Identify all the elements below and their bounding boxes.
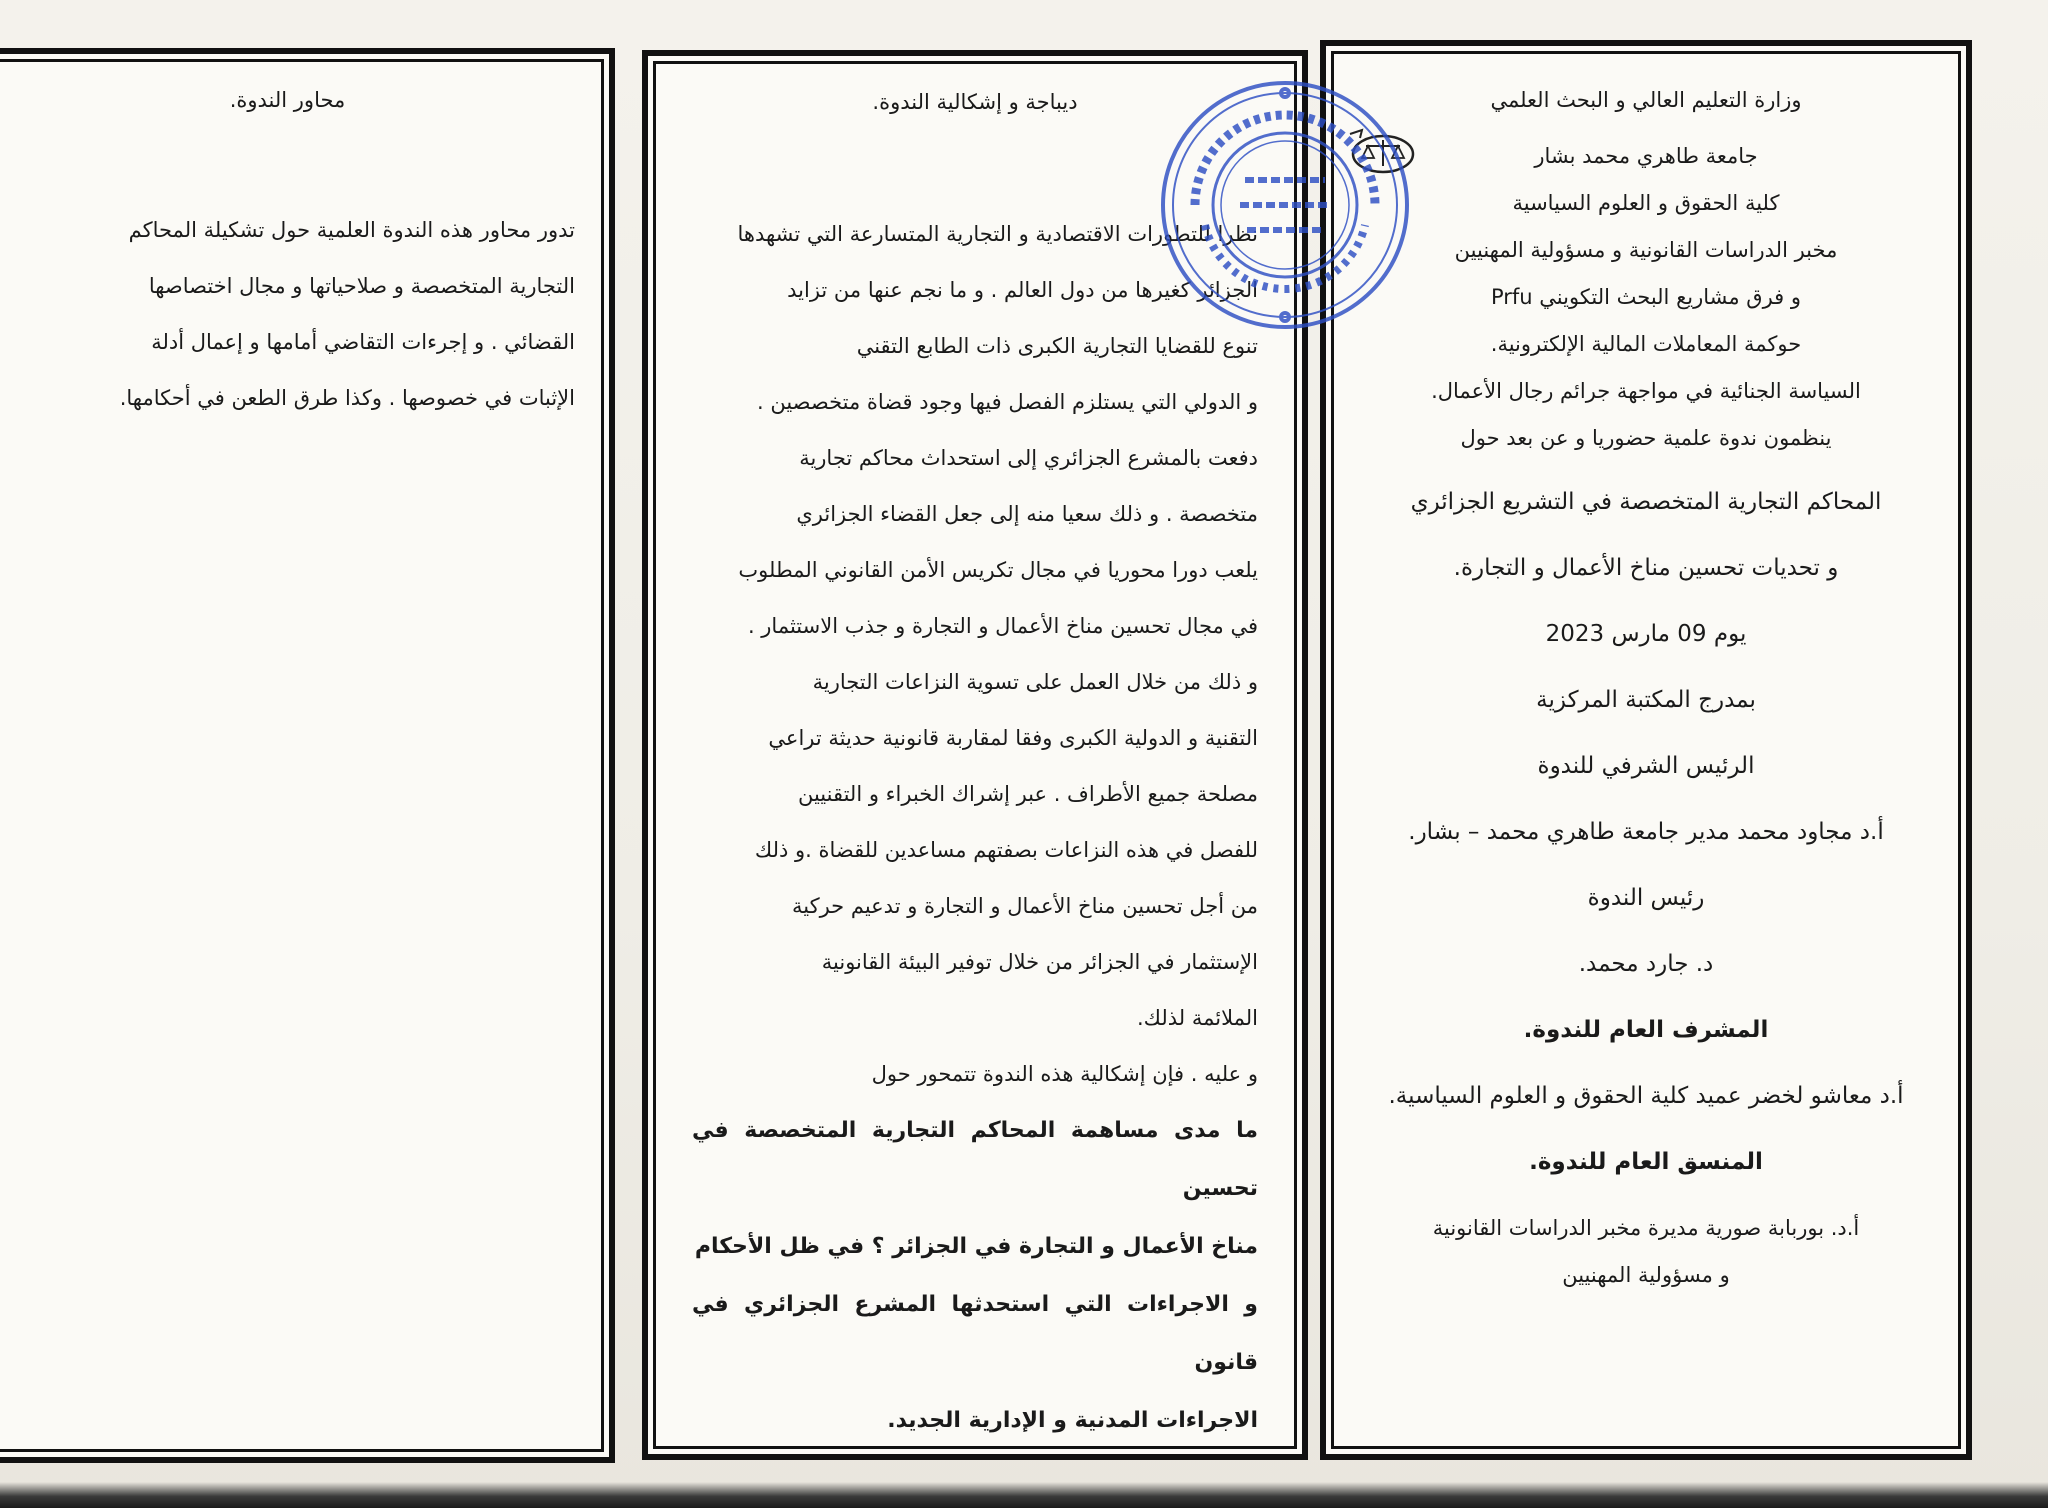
research-teams: و فرق مشاريع البحث التكويني Prfu (1490, 285, 1802, 309)
faculty-name: كلية الحقوق و العلوم السياسية (1512, 191, 1780, 215)
axes-panel (0, 48, 615, 1463)
preamble-line: و ذلك من خلال العمل على تسوية النزاعات التجارية (812, 670, 1258, 694)
preamble-line: من أجل تحسين مناخ الأعمال و التجارة و تدعيم حركية (792, 894, 1258, 918)
preamble-text (692, 206, 1258, 1450)
problem-line: مناخ الأعمال و التجارة في الجزائر ؟ في ظل الأحكام (694, 1234, 1258, 1259)
honorary-name: أ.د مجاود محمد مدير جامعة طاهري محمد – بشار. (1408, 819, 1884, 845)
axes-line: الإثبات في خصوصها . وكذا طرق الطعن في أحكامها. (119, 386, 575, 410)
preamble-heading: ديباجة و إشكالية الندوة. (872, 90, 1078, 114)
preamble-line: و الدولي التي يستلزم الفصل فيها وجود قضاة متخصصين . (756, 390, 1258, 414)
axes-line: التجارية المتخصصة و صلاحياتها و مجال اختصاصها (148, 274, 575, 298)
problem-line: ما مدى مساهمة المحاكم التجارية المتخصصة في تحسين (692, 1118, 1258, 1201)
page-edge-shadow (0, 1482, 2048, 1508)
chair-label: رئيس الندوة (1587, 885, 1705, 911)
event-date: يوم 09 مارس 2023 (1545, 621, 1747, 647)
problem-intro: و عليه . فإن إشكالية هذه الندوة تتمحور حول (871, 1062, 1258, 1086)
chair-name: د. جارد محمد. (1578, 951, 1714, 977)
supervisor-name: أ.د معاشو لخضر عميد كلية الحقوق و العلوم السياسية. (1388, 1083, 1904, 1109)
preamble-line: للفصل في هذه النزاعات بصفتهم مساعدين للقضاة .و ذلك (754, 838, 1258, 862)
cover-panel (1320, 40, 1972, 1460)
ministry-name: وزارة التعليم العالي و البحث العلمي (1490, 88, 1802, 112)
preamble-line: الملائمة لذلك. (1136, 1006, 1258, 1030)
axes-line: تدور محاور هذه الندوة العلمية حول تشكيلة المحاكم (128, 218, 575, 242)
preamble-line: التقنية و الدولية الكبرى وفقا لمقاربة قانونية حديثة تراعي (768, 726, 1258, 750)
preamble-line: الإستثمار في الجزائر من خلال توفير البيئة القانونية (821, 950, 1258, 974)
organize-line: ينظمون ندوة علمية حضوريا و عن بعد حول (1460, 426, 1832, 450)
axes-heading: محاور الندوة. (229, 88, 346, 112)
preamble-line: دفعت بالمشرع الجزائري إلى استحداث محاكم تجارية (799, 446, 1258, 470)
coordinator-name-2: و مسؤولية المهنيين (1562, 1263, 1730, 1287)
preamble-line: مصلحة جميع الأطراف . عبر إشراك الخبراء و التقنيين (797, 782, 1258, 806)
topic-line-1: المحاكم التجارية المتخصصة في التشريع الجزائري (1410, 489, 1882, 515)
preamble-line: تنوع للقضايا التجارية الكبرى ذات الطابع التقني (856, 334, 1258, 358)
axes-text (0, 202, 575, 426)
preamble-line: الجزائر كغيرها من دول العالم . و ما نجم عنها من تزايد (787, 278, 1258, 302)
lab-name: مخبر الدراسات القانونية و مسؤولية المهنيين (1454, 238, 1838, 262)
problem-line: و الاجراءات التي استحدثها المشرع الجزائري في قانون (692, 1292, 1258, 1375)
supervisor-label: المشرف العام للندوة. (1523, 1017, 1769, 1043)
preamble-line: متخصصة . و ذلك سعيا منه إلى جعل القضاء الجزائري (796, 502, 1258, 526)
event-venue: بمدرج المكتبة المركزية (1536, 687, 1756, 713)
cover-text (1360, 86, 1932, 1308)
honorary-label: الرئيس الشرفي للندوة (1537, 753, 1755, 779)
project-1: حوكمة المعاملات المالية الإلكترونية. (1490, 332, 1802, 356)
preamble-line: يلعب دورا محوريا في مجال تكريس الأمن القانوني المطلوب (738, 558, 1258, 582)
coordinator-label: المنسق العام للندوة. (1529, 1149, 1763, 1175)
topic-line-2: و تحديات تحسين مناخ الأعمال و التجارة. (1453, 555, 1839, 581)
preamble-line: نظرا للتطورات الاقتصادية و التجارية المتسارعة التي تشهدها (737, 222, 1258, 246)
official-stamp-icon (1155, 75, 1415, 335)
university-name: جامعة طاهري محمد بشار (1534, 144, 1758, 168)
coordinator-name: أ.د. بوربابة صورية مديرة مخبر الدراسات القانونية (1432, 1216, 1860, 1240)
project-2: السياسة الجنائية في مواجهة جرائم رجال الأعمال. (1431, 379, 1861, 403)
axes-line: القضائي . و إجرءات التقاضي أمامها و إعمال أدلة (151, 330, 575, 354)
preamble-line: في مجال تحسين مناخ الأعمال و التجارة و جذب الاستثمار . (747, 614, 1258, 638)
problem-line: الاجراءات المدنية و الإدارية الجديد. (887, 1408, 1258, 1433)
